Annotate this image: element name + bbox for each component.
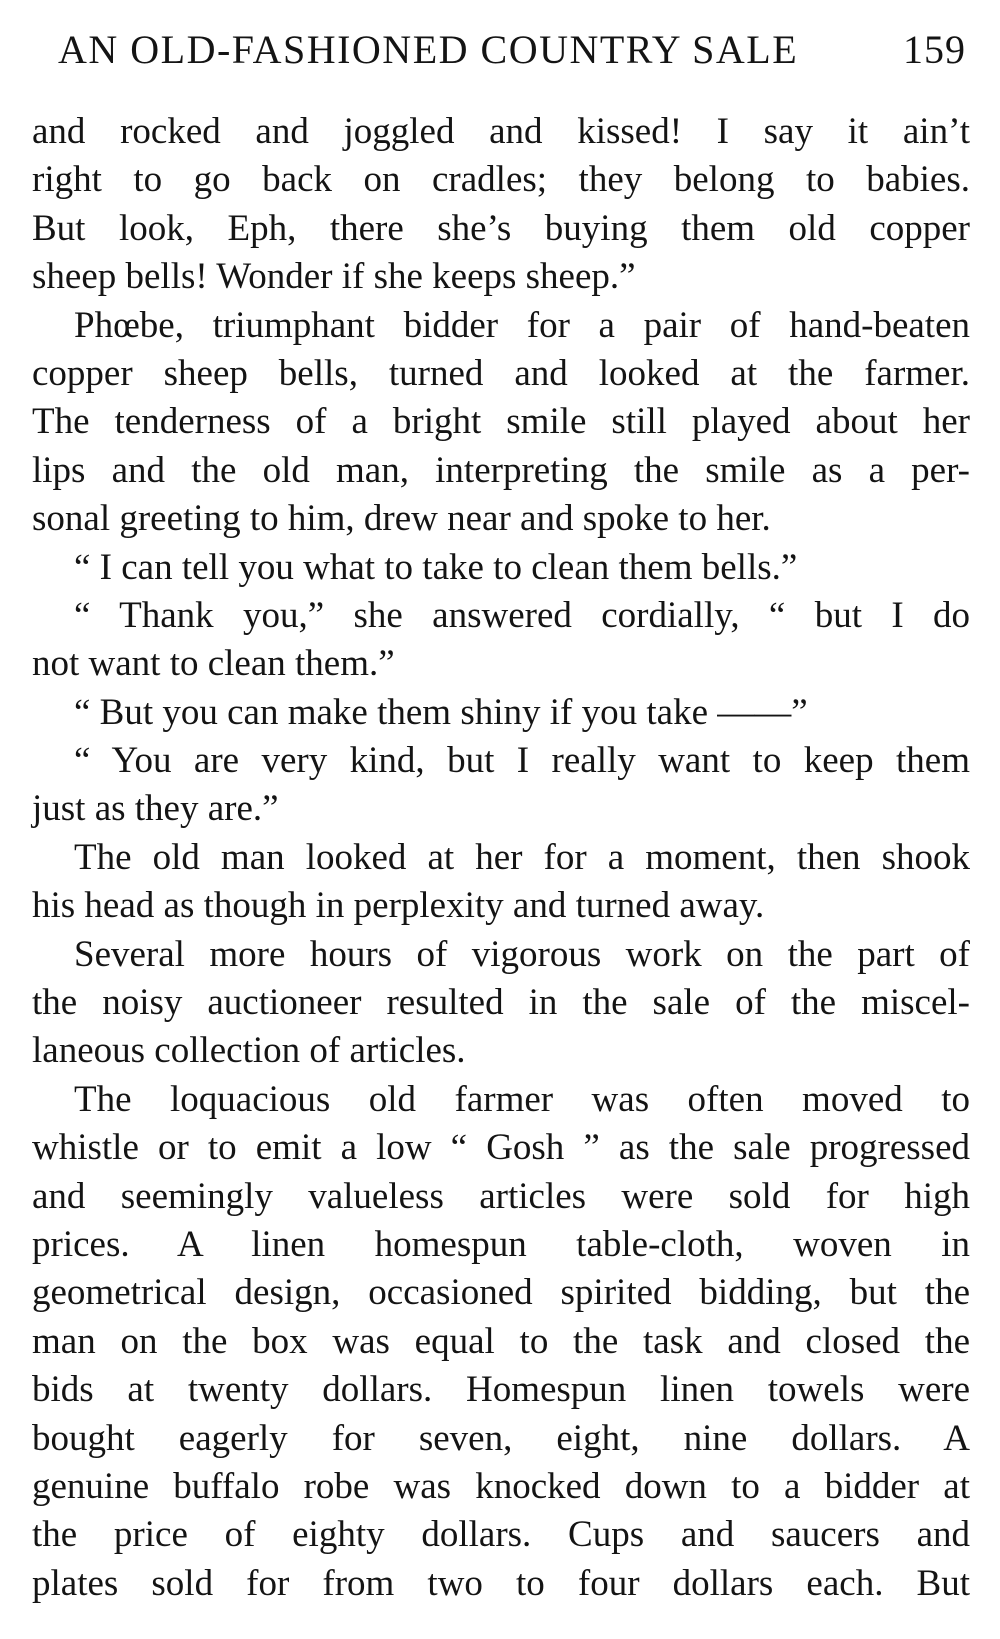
text-line: and rocked and joggled and kissed! I say it ain’t [32,111,970,152]
text-line: plates sold for from two to four dollars each. But [32,1562,970,1604]
text-line: his head as though in perplexity and turned away. [32,885,765,927]
text-line: man on the box was equal to the task and closed the [32,1320,970,1362]
text-line: The old man looked at her for a moment, then shook [74,836,970,878]
text-line: and seemingly valueless articles were sold for high [32,1175,970,1217]
text-line: “ I can tell you what to take to clean them bells.” [74,546,798,588]
text-line: copper sheep bells, turned and looked at the farmer. [32,352,970,394]
text-line: bought eagerly for seven, eight, nine dollars. A [32,1417,970,1459]
text-line: Phœbe, triumphant bidder for a pair of hand-beaten [74,304,970,346]
text-line: “ Thank you,” she answered cordially, “ but I do [74,594,970,636]
text-line: whistle or to emit a low “ Gosh ” as the sale progressed [32,1127,970,1169]
text-line: sheep bells! Wonder if she keeps sheep.” [32,256,636,298]
text-line: right to go back on cradles; they belong to babies. [32,159,970,201]
text-line: laneous collection of articles. [32,1030,466,1072]
text-line: The tenderness of a bright smile still played about her [32,401,970,443]
text-line: “ You are very kind, but I really want to keep them [74,740,970,782]
page-number: 159 [903,27,966,72]
text-line: just as they are.” [32,788,279,830]
text-line: sonal greeting to him, drew near and spoke to her. [32,498,771,540]
text-line: lips and the old man, interpreting the smile as a per- [32,449,970,491]
running-head [58,22,966,78]
text-line: the noisy auctioneer resulted in the sale of the miscel- [32,982,970,1024]
text-line: prices. A linen homespun table-cloth, woven in [32,1223,970,1265]
text-line: But look, Eph, there she’s buying them old copper [32,207,970,249]
text-line: geometrical design, occasioned spirited bidding, but the [32,1272,970,1314]
text-line: Several more hours of vigorous work on the part of [74,933,970,975]
text-line: The loquacious old farmer was often moved to [74,1078,970,1120]
text-line: bids at twenty dollars. Homespun linen towels were [32,1369,970,1411]
chapter-title: AN OLD-FASHIONED COUNTRY SALE [58,27,799,72]
body-text [32,108,970,1608]
text-line: “ But you can make them shiny if you take ——” [74,691,808,733]
text-line: the price of eighty dollars. Cups and saucers and [32,1514,970,1556]
text-line: genuine buffalo robe was knocked down to a bidder at [32,1465,970,1507]
text-line: not want to clean them.” [32,643,395,685]
